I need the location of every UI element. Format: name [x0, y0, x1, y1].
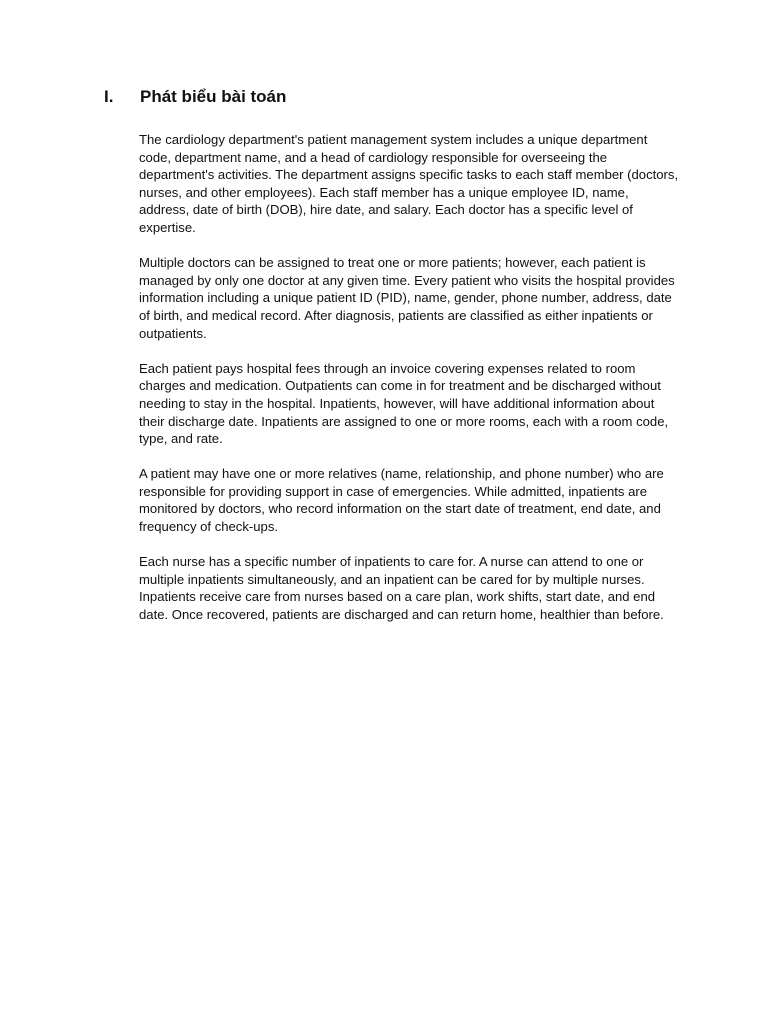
paragraph: Multiple doctors can be assigned to treat one or more patients; however, each patient is managed by only one doctor at any given time. Every patient who visits the hospital provides information including a unique patient ID (PID), name, gender, phone number, address, date of birth, and medical record. After diagnosis, patients are classified as either inpatients or outpatients.	[139, 255, 675, 341]
paragraph: A patient may have one or more relatives (name, relationship, and phone number) who are responsible for providing support in case of emergencies. While admitted, inpatients are monitored by doctors, who record information on the start date of treatment, end date, and frequency of check-ups.	[139, 466, 664, 535]
paragraph: Each nurse has a specific number of inpatients to care for. A nurse can attend to one or multiple inpatients simultaneously, and an inpatient can be cared for by multiple nurses. Inpatients receive care from nurses based on a care plan, work shifts, start date, and end date. Once recovered, patients are discharged and can return home, healthier than before.	[139, 554, 664, 623]
document-body	[139, 131, 681, 641]
paragraph: Each patient pays hospital fees through an invoice covering expenses related to room charges and medication. Outpatients can come in for treatment and be discharged without needing to stay in the hospital. Inpatients, however, will have additional information about their discharge date. Inpatients are assigned to one or more rooms, each with a room code, type, and rate.	[139, 360, 669, 447]
section-number: I.	[104, 87, 114, 106]
paragraph: The cardiology department's patient management system includes a unique department code, department name, and a head of cardiology responsible for overseeing the department's activities. The department assigns specific tasks to each staff member (doctors, nurses, and other employees). Each staff member has a unique employee ID, name, address, date of birth (DOB), hire date, and salary. Each doctor has a specific level of expertise.	[139, 132, 679, 235]
section-title: Phát biểu bài toán	[140, 87, 287, 106]
